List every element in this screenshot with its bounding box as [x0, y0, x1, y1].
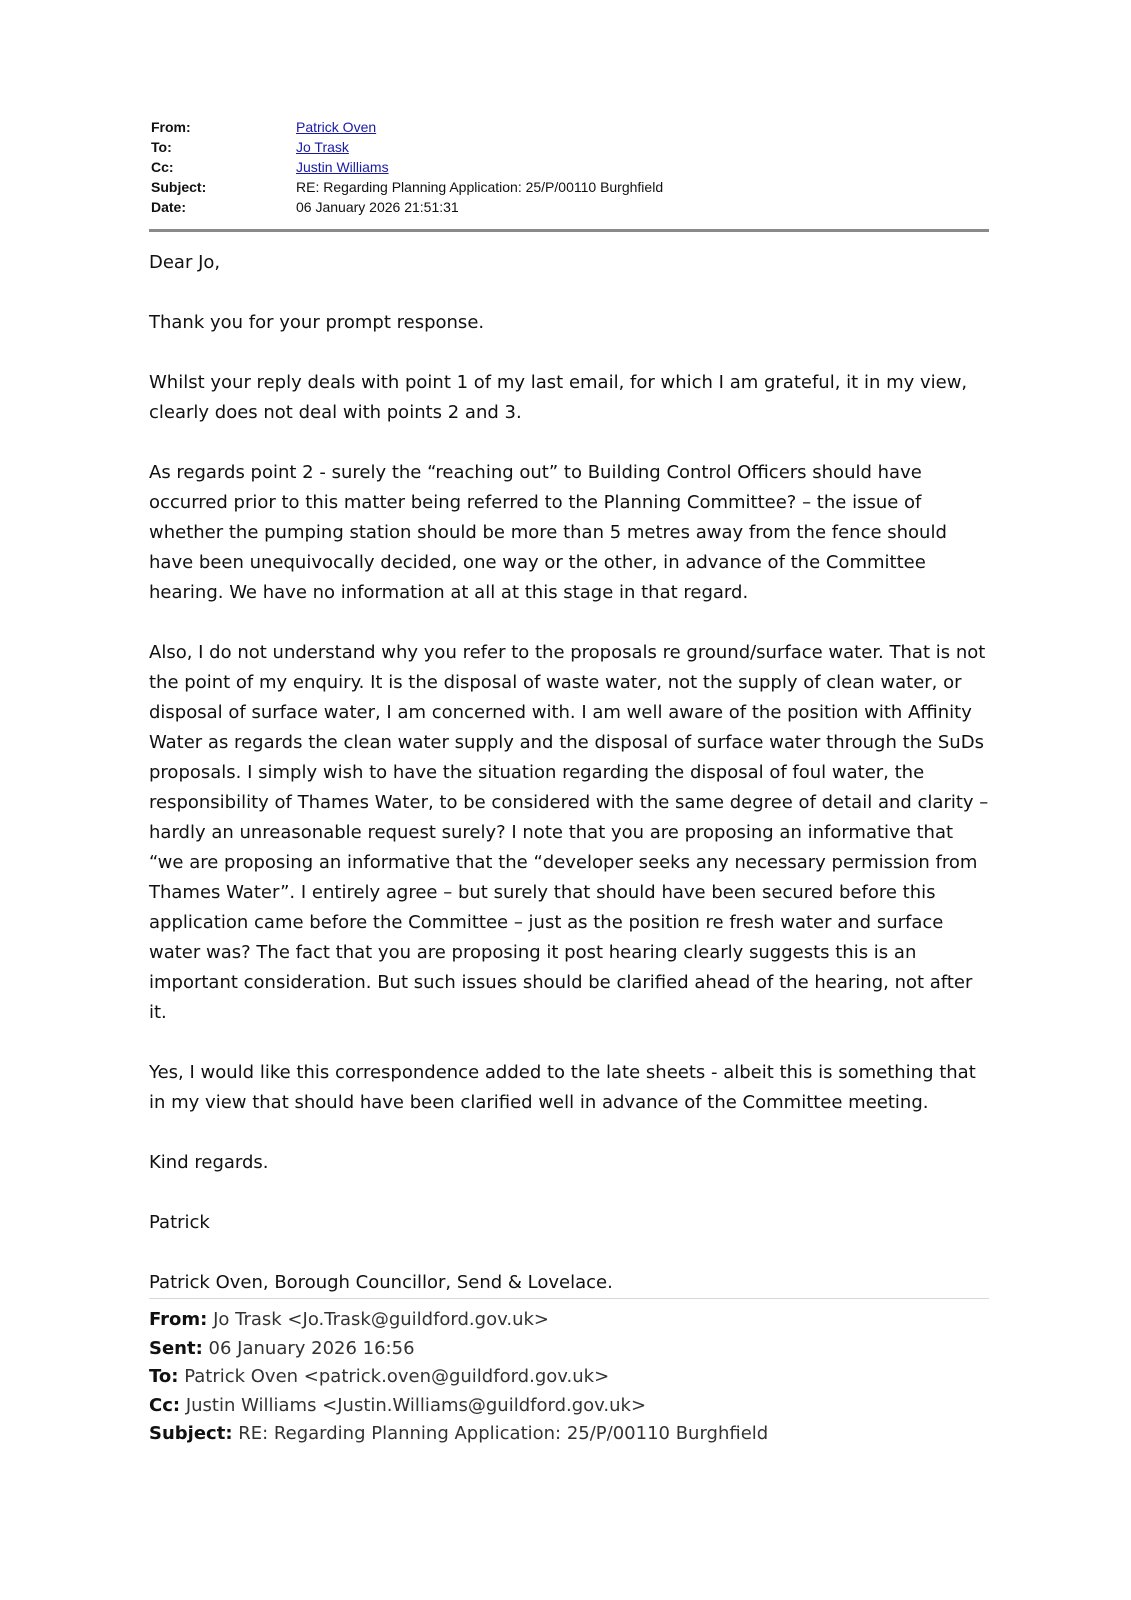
sender-link[interactable]: Patrick Oven	[296, 119, 377, 135]
header-from-row	[151, 117, 991, 137]
quoted-cc-label: Cc:	[149, 1394, 181, 1416]
closing: Kind regards.	[149, 1152, 269, 1173]
header-from-label: From:	[151, 119, 191, 135]
quoted-to-value: Patrick Oven <patrick.oven@guildford.gov.uk>	[184, 1366, 610, 1387]
header-divider	[149, 229, 989, 232]
quoted-subject-value: RE: Regarding Planning Application: 25/P/00110 Burghfield	[238, 1423, 769, 1444]
quoted-to-row	[149, 1363, 991, 1392]
quoted-cc-value: Justin Williams <Justin.Williams@guildford.gov.uk>	[185, 1394, 647, 1416]
email-body	[149, 248, 991, 1328]
header-cc-row	[151, 157, 991, 177]
header-to-row	[151, 137, 991, 157]
quoted-subject-row	[149, 1420, 991, 1449]
cc-link[interactable]: Justin Williams	[296, 159, 389, 175]
quoted-sent-row	[149, 1335, 991, 1364]
header-subject-label: Subject:	[151, 179, 207, 195]
header-to-label: To:	[151, 139, 172, 155]
greeting: Dear Jo,	[149, 252, 221, 273]
header-subject-value: RE: Regarding Planning Application: 25/P/00110 Burghfield	[296, 179, 664, 195]
header-date-value: 06 January 2026 21:51:31	[296, 199, 459, 215]
header-date-label: Date:	[151, 199, 187, 215]
quoted-cc-row	[149, 1392, 991, 1421]
recipient-link[interactable]: Jo Trask	[296, 139, 349, 155]
signature-title: Patrick Oven, Borough Councillor, Send & Lovelace.	[149, 1272, 613, 1293]
body-paragraph: As regards point 2 - surely the “reaching out” to Building Control Officers should have occurred prior to this matter being referred to the Planning Committee? – the issue of whether the pumping station should be more than 5 metres away from the fence should have been unequivocally decided, one way or the other, in advance of the Committee hearing. We have no information at all at this stage in that regard.	[149, 462, 947, 603]
body-paragraph: Also, I do not understand why you refer to the proposals re ground/surface water. That is not the point of my enquiry. It is the disposal of waste water, not the supply of clean water, or disposal of surface water, I am concerned with. I am well aware of the position with Affinity Water as regards the clean water supply and the disposal of surface water through the SuDs proposals. I simply wish to have the situation regarding the disposal of foul water, the responsibility of Thames Water, to be considered with the same degree of detail and clarity – hardly an unreasonable request surely? I note that you are proposing an informative that “we are proposing an informative that the “developer seeks any necessary permission from Thames Water”. I entirely agree – but surely that should have been secured before this application came before the Committee – just as the position re fresh water and surface water was? The fact that you are proposing it post hearing clearly suggests this is an important consideration. But such issues should be clarified ahead of the hearing, not after it.	[149, 642, 989, 1023]
quoted-to-label: To:	[149, 1366, 179, 1387]
quoted-from-row	[149, 1306, 991, 1335]
header-subject-row	[151, 177, 991, 197]
body-paragraph: Yes, I would like this correspondence added to the late sheets - albeit this is something that in my view that should have been clarified well in advance of the Committee meeting.	[149, 1062, 976, 1113]
quoted-from-value: Jo Trask <Jo.Trask@guildford.gov.uk>	[213, 1309, 549, 1330]
quoted-from-label: From:	[149, 1309, 208, 1330]
header-cc-label: Cc:	[151, 159, 174, 175]
body-paragraph: Whilst your reply deals with point 1 of my last email, for which I am grateful, it in my view, clearly does not deal with points 2 and 3.	[149, 372, 968, 423]
quoted-message-header	[149, 1306, 991, 1449]
signature-name: Patrick	[149, 1212, 210, 1233]
quoted-subject-label: Subject:	[149, 1423, 233, 1444]
email-header	[151, 117, 991, 217]
header-date-row	[151, 197, 991, 217]
body-paragraph: Thank you for your prompt response.	[149, 312, 485, 333]
quoted-sent-label: Sent:	[149, 1337, 203, 1359]
quoted-divider	[149, 1298, 989, 1299]
quoted-sent-value: 06 January 2026 16:56	[208, 1337, 415, 1359]
